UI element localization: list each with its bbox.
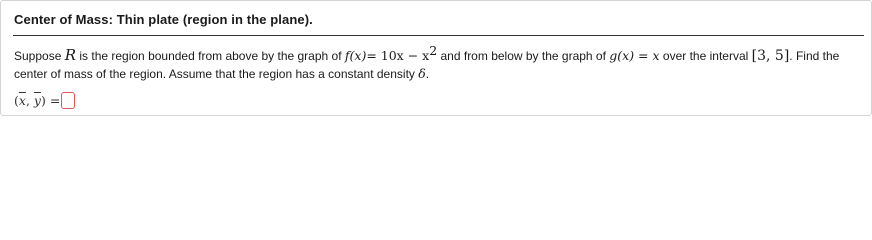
paren-close: ) [40,92,46,108]
text-is-region: is the region bounded from above by the graph of [79,49,342,63]
center-of-mass-input[interactable] [61,92,75,109]
center-of-mass-label [14,93,46,108]
problem-statement [14,42,866,83]
end-period: . [425,67,430,81]
problem-card [0,0,872,116]
problem-title: Center of Mass: Thin plate (region in the plane). [14,12,313,27]
f-function-lhs: f(x) [344,48,367,63]
text-from-below: and from below by the graph of [440,49,606,63]
text-suppose: Suppose [14,49,62,63]
g-function: g(x) = x [609,48,660,63]
f-function-rhs: = 10x − x [366,48,430,63]
density-symbol: δ [418,66,426,81]
paren-open: ( [14,92,19,108]
answer-row [14,89,75,111]
text-interval: over the interval [662,49,749,63]
f-exponent: 2 [429,43,438,58]
equals-sign: = [49,92,61,108]
comma: , [25,92,34,108]
text-find: . Find the center of mass of the region. Assume that the region has a constant density [14,49,840,81]
y-bar: $\overline{y}$ [33,92,41,108]
region-symbol: R [64,46,77,64]
title-divider [13,35,864,36]
interval-value: [3, 5] [751,48,790,64]
x-bar: $\overline{x}$ [18,92,26,108]
